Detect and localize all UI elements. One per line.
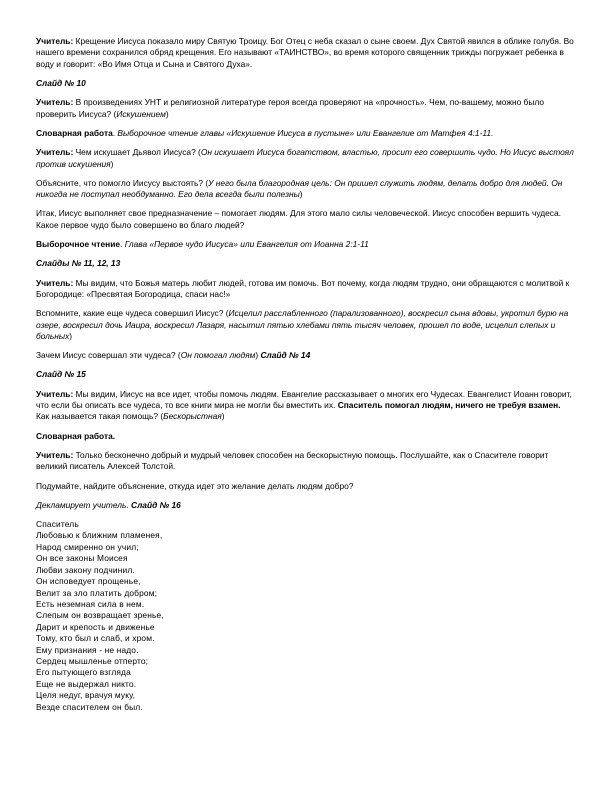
poem-line: Он исповедует прощенье, [36, 576, 141, 587]
body-text: . [120, 239, 125, 250]
teacher-paragraph-baptism [36, 36, 576, 70]
poem-line: Народ смиренно он учил; [36, 541, 139, 552]
body-text: . [126, 499, 132, 510]
poem-line: Он все законы Моисея [36, 553, 128, 564]
vocabulary-paragraph-temptation [36, 128, 576, 139]
body-text: Чем искушает Дьявол Иисуса? ( [73, 147, 201, 158]
think-paragraph [36, 481, 576, 492]
bold-text: Учитель: [36, 449, 74, 460]
italic-text: Он искушает Иисуса богатством, властью, просит его совершить чудо. Но Иисус выстоял против искушения [36, 147, 574, 169]
body-text: Объясните, что помогло Иисусу выстоять? ( [36, 177, 209, 188]
bold-text: Выборочное чтение [36, 239, 121, 250]
poem-line: Есть неземная сила в нем. [36, 598, 145, 609]
selective-reading-paragraph [36, 239, 576, 250]
poem-line: Еще не выдержал никто. [36, 678, 137, 689]
italic-text: Декламирует учитель [36, 499, 127, 510]
slide-label: Слайды № 11, 12, 13 [36, 258, 121, 269]
poem-line: Ему признания - не надо. [36, 644, 139, 655]
body-text: В произведениях УНТ и религиозной литературе героя всегда проверяют на «прочность». Чем, по-вашему, можно было проверить Иисуса? ( [36, 97, 545, 119]
body-text: ) [165, 108, 169, 119]
body-text: ) [110, 158, 114, 169]
why-miracles-paragraph [36, 350, 576, 361]
slide-heading-15 [36, 369, 576, 380]
recitation-paragraph [36, 500, 576, 511]
body-text: Мы видим, что Божья матерь любит людей, готова им помочь. Вот почему, когда людям трудно, они обращаются с молитвой к Богородице: «Пресвятая Богородица, спаси нас!» [36, 277, 570, 299]
body-text: . [112, 127, 118, 138]
body-text: ) [69, 330, 73, 341]
body-text: Зачем Иисус совершал эти чудеса? ( [36, 350, 181, 361]
slide-label: Слайд № 14 [260, 350, 311, 361]
slide-label: Слайд № 15 [36, 369, 86, 380]
body-text: Вспомните, какие еще чудеса совершил Иисус? ( [36, 308, 229, 319]
poem-line: Любовью к ближним пламенея, [36, 530, 163, 541]
bold-text: Учитель: [36, 277, 74, 288]
poem-line: Дарит и крепость и движенье [36, 621, 155, 632]
body-text: ) [255, 350, 261, 361]
italic-text: Искушением [116, 108, 166, 119]
poem-line: Тому, кто был и слаб, и хром. [36, 633, 155, 644]
miracles-list-paragraph [36, 308, 576, 342]
bold-text: Учитель: [36, 97, 74, 108]
body-text: Итак, Иисус выполняет свое предназначение – помогает людям. Для этого мало силы человеческой. Иисус способен вершить чудеса. Какое первое чудо было совершено во благо людей? [36, 208, 561, 230]
teacher-paragraph-tolstoy [36, 450, 576, 473]
miracle-question-paragraph [36, 208, 576, 231]
body-text: ) [299, 189, 303, 200]
bold-text: Учитель: [36, 388, 74, 399]
slide-label: Слайд № 10 [36, 78, 86, 89]
slide-label: Слайд № 16 [131, 499, 181, 510]
bold-text: Учитель: [36, 147, 74, 158]
bold-text: Учитель: [36, 36, 74, 46]
poem-line: Любви закону подчинил. [36, 564, 135, 575]
slide-heading-11-13 [36, 258, 576, 269]
poem-line: Слепым он возвращает зренье, [36, 610, 164, 621]
poem-block [36, 519, 576, 713]
body-text: Только бесконечно добрый и мудрый человек способен на бескорыстную помощь. Послушайте, как о Спасителе говорит великий писатель Алексей Толстой. [36, 449, 549, 472]
italic-text: Глава «Первое чудо Иисуса» или Евангелия от Иоанна 2:1-11 [124, 239, 369, 250]
explain-paragraph [36, 178, 576, 201]
teacher-paragraph-strength [36, 97, 576, 120]
poem-line: Спаситель [36, 519, 79, 529]
body-text: Крещение Иисуса показало миру Святую Троицу. Бог Отец с неба сказал о сыне своем. Дух Святой явился в облике голубя. Во нашего времени сохранился обряд крещения. Его называют «ТАИНСТВО», во время которого священник трижды погружает ребенка в воду и говорит: «Во Имя Отца и Сына и Святого Духа». [36, 36, 574, 69]
poem-line: Целя недуг, врачуя муку, [36, 690, 136, 701]
poem-line: Сердец мышленье отперто; [36, 656, 149, 667]
poem-line: Велит за зло платить добром; [36, 587, 158, 598]
italic-text: Исцелил расслабленного (парализованного), воскресил сына вдовы, укротил бурю на озере, воскресил дочь Иаира, воскресил Лазаря, насытил пятью хлебами пять тысяч человек, прошел по воде, исцелил слепых и больных [36, 308, 569, 341]
italic-text: Выборочное чтение главы «Искушение Иисуса в пустыне» или Евангелие от Матфея 4:1-11. [117, 127, 494, 138]
body-text: Как называется такая помощь? ( [36, 411, 164, 422]
italic-text: Бескорыстная [163, 411, 222, 422]
teacher-paragraph-devil [36, 147, 576, 170]
lesson-text [36, 36, 576, 511]
poem-line: Везде спасителем он был. [36, 701, 143, 712]
teacher-paragraph-selfless [36, 389, 576, 423]
slide-heading-10 [36, 78, 576, 89]
body-text: Подумайте, найдите объяснение, откуда идет это желание делать людям добро? [36, 480, 354, 491]
italic-text: У него была благородная цель: Он пришел служить людям, делать добро для людей. Он никогда не поступал необдуманно. Его дела всегда были полезны [36, 177, 563, 200]
teacher-paragraph-mother [36, 278, 576, 301]
bold-text: Словарная работа [36, 127, 113, 138]
vocabulary-heading [36, 431, 576, 442]
italic-text: Он помогал людям [180, 350, 256, 361]
bold-text: Спаситель помогал людям, ничего не требуя взамен. [337, 400, 561, 411]
bold-text: Словарная работа. [36, 430, 116, 441]
body-text: Мы видим, Иисус на все идет, чтобы помочь людям. Евангелие рассказывает о многих его Чудесах. Евангелист Иоанн говорит, что если бы описать все чудеса, то все книги мира не могли бы вместить их. [36, 388, 572, 411]
poem-line: Его пытующего взгляда [36, 667, 131, 678]
body-text: ) [221, 411, 225, 422]
